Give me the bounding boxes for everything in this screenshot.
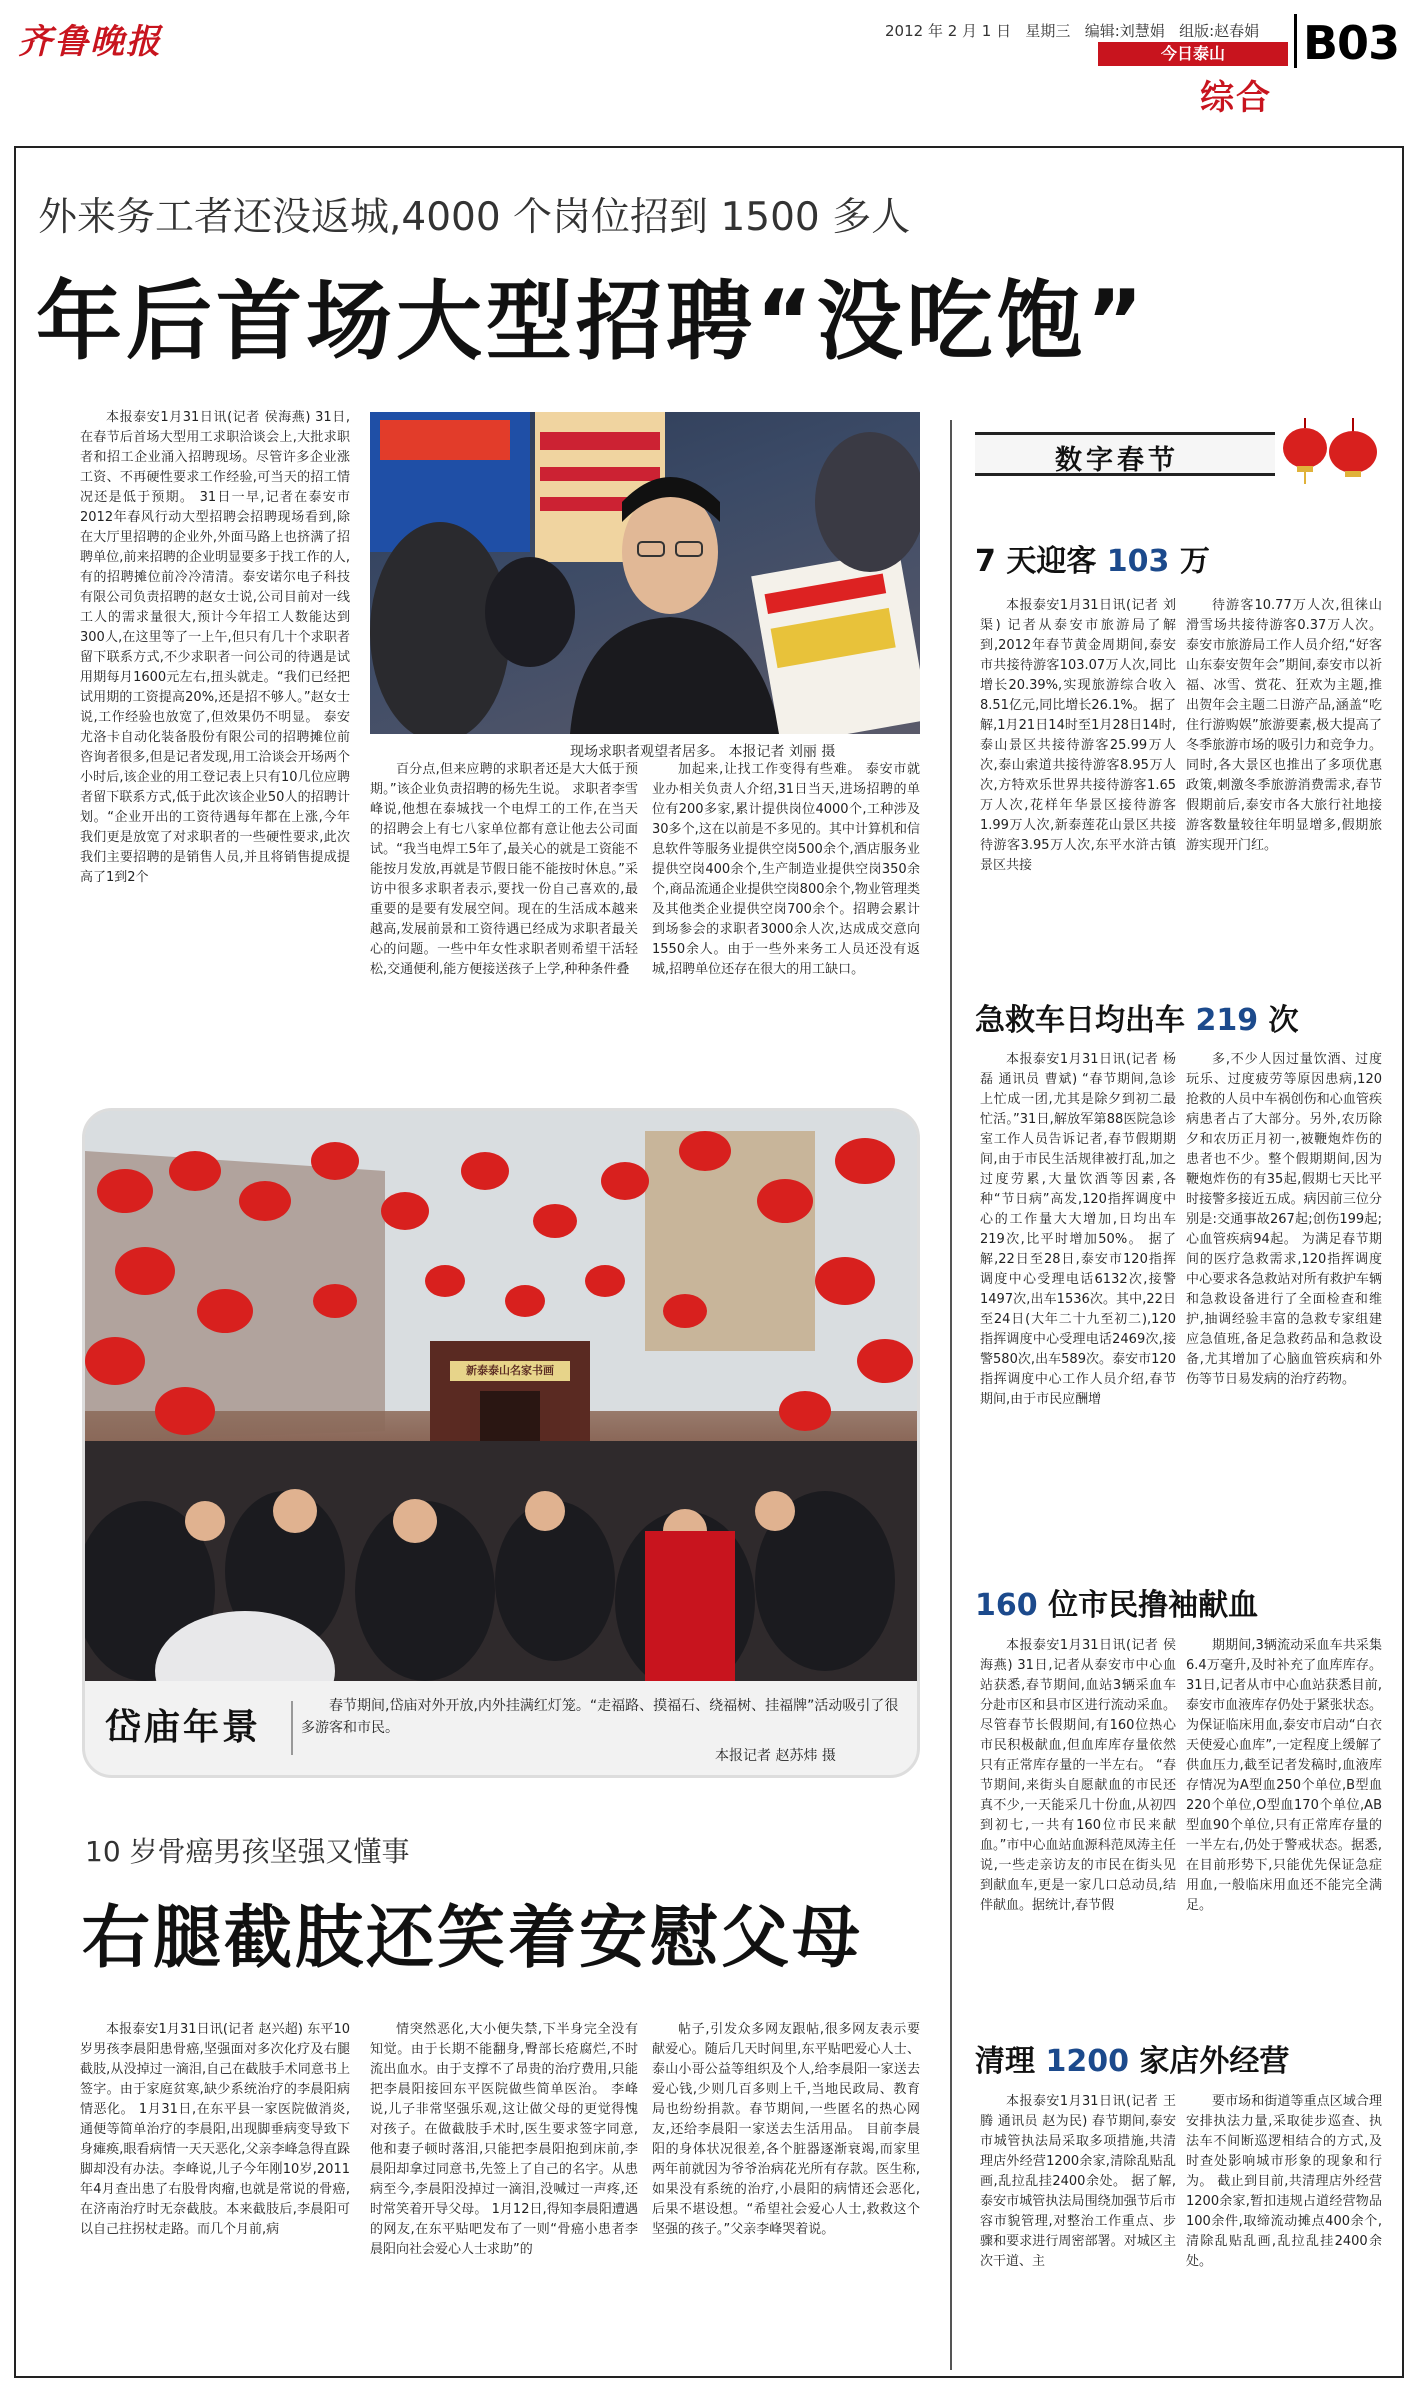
section-tag: 今日泰山	[1098, 42, 1288, 66]
feature-divider	[291, 1701, 293, 1755]
s4-prefix: 清理	[975, 2044, 1035, 2079]
s1-prefix: 7 天迎客	[975, 544, 1097, 579]
page-number: B03	[1303, 16, 1400, 70]
s2-column-a: 本报泰安1月31日讯(记者 杨磊 通讯员 曹斌) “春节期间,急诊上忙成一团,尤其是除夕到初二最忙活。”31日,解放军第88医院急诊室工作人员告诉记者,春节假期期间,由于市民生活规律被打乱,加之过度劳累,大量饮酒等因素,各种“节日病”高发,120指挥调度中心的工作量大大增加,日均出车219次,比平时增加50%。 据了解,22日至28日,泰安市120指挥调度中心受理电话6132次,接警1497次,出车1536次。其中,22日至24日(大年二十九至初二),120指挥调度中心受理电话2469次,接警580次,出车589次。泰安市120指挥调度中心工作人员介绍,春节期间,由于市民应酬增	[980, 1052, 1176, 1407]
s2-suffix: 次	[1268, 1003, 1299, 1038]
lanterns-crowd-illustration	[85, 1111, 917, 1681]
lead-photo	[370, 412, 920, 734]
feature-title: 岱庙年景	[105, 1707, 262, 1748]
masthead-rule	[1294, 14, 1297, 68]
temple-fair-photo	[85, 1111, 917, 1681]
issue-date: 2012 年 2 月 1 日	[885, 22, 1012, 40]
s3-column-b: 期期间,3辆流动采血车共采集6.4万毫升,及时补充了血库库存。 31日,记者从市中心血站获悉目前,泰安市血液库存仍处于紧张状态。为保证临床用血,泰安市启动“白衣天使爱心血库”,一定程度上缓解了供血压力,截至记者发稿时,血液库存情况为A型血250个单位,B型血220个单位,O型血170个单位,AB型血90个单位,只有正常库存量的一半左右,仍处于警戒状态。据悉,在目前形势下,只能优先保证急症用血,一般临床用血还不能完全满足。	[1186, 1638, 1382, 1913]
s3-column-a: 本报泰安1月31日讯(记者 侯海燕) 31日,记者从泰安市中心血站获悉,春节期间,血站3辆采血车分赴市区和县市区进行流动采血。尽管春节长假期间,有160位热心市民积极献血,但血库库存量依然只有正常库存量的一半左右。 “春节期间,来街头自愿献血的市民还真不少,一天能采几十份血,从初四到初七,一共有160位市民来献血。”市中心血站血源科范凤涛主任说,一些走亲访友的市民在街头见到献血车,更是一家几口总动员,结伴献血。据统计,春节假	[980, 1638, 1176, 1913]
s4-column-a: 本报泰安1月31日讯(记者 王腾 通讯员 赵为民) 春节期间,泰安市城管执法局采取多项措施,共清理店外经营1200余家,清除乱贴乱画,乱拉乱挂2400余处。 据了解,泰安市城管执法局围绕加强节后市容市貌管理,对整治工作重点、步骤和要求进行周密部署。对城区主次干道、主	[980, 2094, 1176, 2269]
sidebar-s3-headline	[975, 1580, 1258, 1624]
feature-caption: 春节期间,岱庙对外开放,内外挂满红灯笼。“走福路、摸福石、绕福树、挂福牌”活动吸引了很多游客和市民。	[301, 1698, 899, 1736]
s1-number: 103	[1106, 544, 1170, 579]
feature-photo-box	[82, 1108, 920, 1778]
lead-column-3: 加起来,让找工作变得有些难。 泰安市就业办相关负责人介绍,31日当天,进场招聘的单位有200多家,累计提供岗位4000个,工种涉及30多个,这在以前是不多见的。其中计算机和信息软件等服务业提供空岗500余个,酒店服务业提供空岗400余个,生产制造业提供空岗350余个,商品流通企业提供空岗800余个,物业管理类及其他类企业提供空岗700余个。招聘会累计到场参会的求职者3000余人次,达成成交意向1550余人。由于一些外来务工人员还没有返城,招聘单位还存在很大的用工缺口。	[652, 762, 920, 977]
sidebar-banner	[975, 418, 1387, 484]
s4-column-b: 要市场和街道等重点区域合理安排执法力量,采取徒步巡查、执法车不间断巡逻相结合的方式,及时查处影响城市形象的现象和行为。 截止到目前,共清理店外经营1200余家,暂扣违规占道经营物品100余件,取缔流动摊点400余个,清除乱贴乱画,乱拉乱挂2400余处。	[1186, 2094, 1382, 2269]
s3-number: 160	[975, 1588, 1038, 1623]
s2-column-b: 多,不少人因过量饮酒、过度玩乐、过度疲劳等原因患病,120抢救的人员中车祸创伤和心血管疾病患者占了大部分。另外,农历除夕和农历正月初一,被鞭炮炸伤的患者也不少。整个假期期间,因为鞭炮炸伤的有35起,假期七天比平时接警多接近五成。病因前三位分别是:交通事故267起;创伤199起;心血管疾病94起。 为满足春节期间的医疗急救需求,120指挥调度中心要求各急救站对所有救护车辆和急救设备进行了全面检查和维护,抽调经验丰富的急救专家组建应急值班,备足急救药品和急救设备,尤其增加了心脑血管疾病和外伤等节日易发病的治疗药物。	[1186, 1052, 1382, 1387]
story2-kicker: 10 岁骨癌男孩坚强又懂事	[85, 1835, 410, 1868]
designer-credit: 组版:赵春娟	[1179, 22, 1260, 40]
sidebar-s2-headline	[975, 995, 1299, 1039]
s4-suffix: 家店外经营	[1139, 2044, 1290, 2079]
issue-info	[885, 20, 1259, 41]
lead-column-2: 百分点,但来应聘的求职者还是大大低于预期。”该企业负责招聘的杨先生说。 求职者李雪峰说,他想在泰城找一个电焊工的工作,在当天的招聘会上有七八家单位都有意让他去公司面试。“我当电焊工5年了,最关心的就是工资能不能按月发放,再就是节假日能不能按时休息。”采访中很多求职者表示,要找一份自己喜欢的,最重要的是要有发展空间。现在的生活成本越来越高,发展前景和工资待遇已经成为求职者最关心的问题。一些中年女性求职者则希望干活轻松,交通便利,能方便接送孩子上学,种种条件叠	[370, 762, 638, 977]
s1-column-a: 本报泰安1月31日讯(记者 刘渠) 记者从泰安市旅游局了解到,2012年春节黄金周期间,泰安市共接待游客103.07万人次,同比增长20.39%,实现旅游综合收入8.51亿元,同比增长26.1%。 据了解,1月21日14时至1月28日14时,泰山景区共接待游客25.99万人次,泰山索道共接待游客8.95万人次,方特欢乐世界共接待游客1.65万人次,花样年华景区接待游客1.99万人次,新泰莲花山景区共接待游客3.95万人次,东平水浒古镇景区共接	[980, 598, 1176, 873]
masthead	[0, 0, 1417, 140]
lead-photo-caption: 现场求职者观望者居多。 本报记者 刘丽 摄	[570, 744, 836, 760]
lead-column-1: 本报泰安1月31日讯(记者 侯海燕) 31日,在春节后首场大型用工求职洽谈会上,大批求职者和招工企业涌入招聘现场。尽管许多企业涨工资、不再硬性要求工作经验,可当天的招工情况还是低于预期。 31日一早,记者在泰安市2012年春风行动大型招聘会招聘现场看到,除在大厅里招聘的企业外,外面马路上也挤满了招聘单位,前来招聘的企业明显要多于找工作的人,有的招聘摊位前冷冷清清。泰安诺尔电子科技有限公司负责招聘的赵女士说,公司目前对一线工人的需求量很大,预计今年招工人数能达到300人,在这里等了一上午,但只有几十个求职者留下联系方式,不少求职者一问公司的待遇是试用期每月1600元左右,扭头就走。“我们已经把试用期的工资提高20%,还是招不够人。”赵女士说,工作经验也放宽了,但效果仍不明显。 泰安尤洛卡自动化装备股份有限公司的招聘摊位前咨询者很多,但是记者发现,用工洽谈会开场两个小时后,该企业的用工登记表上只有10几位应聘者留下联系方式,低于此次该企业50人的招聘计划。“企业开出的工资待遇每年都在上涨,今年我们更是放宽了对求职者的一些硬性要求,此次我们主要招聘的是销售人员,并且将销售提成提高了1到2个	[80, 410, 350, 885]
newspaper-logo: 齐鲁晚报	[18, 22, 162, 62]
story2-column-1: 本报泰安1月31日讯(记者 赵兴超) 东平10岁男孩李晨阳患骨癌,坚强面对多次化疗及右腿截肢,从没掉过一滴泪,自己在截肢手术同意书上签字。由于家庭贫寒,缺少系统治疗的李晨阳病情恶化。 1月31日,在东平县一家医院做消炎,通便等简单治疗的李晨阳,出现脚垂病变导致下身瘫痪,眼看病情一天天恶化,父亲李峰急得直跺脚却没有办法。李峰说,儿子今年刚10岁,2011年4月查出患了右股骨肉瘤,也就是常说的骨癌,在济南治疗时无奈截肢。本来截肢后,李晨阳可以自己拄拐杖走路。而几个月前,病	[80, 2022, 350, 2237]
story2-headline: 右腿截肢还笑着安慰父母	[82, 1899, 864, 1978]
sidebar-divider	[950, 420, 952, 2370]
banner-title: 数字春节	[1055, 445, 1179, 476]
job-seeker-photo-illustration	[370, 412, 920, 734]
lead-kicker: 外来务工者还没返城,4000 个岗位招到 1500 多人	[38, 195, 911, 240]
s1-suffix: 万	[1179, 544, 1210, 579]
sidebar-s1-headline	[975, 536, 1210, 580]
s4-number: 1200	[1045, 2044, 1129, 2079]
s2-prefix: 急救车日均出车	[975, 1003, 1185, 1038]
category-label: 综合	[1200, 78, 1272, 118]
lantern-icon	[1275, 418, 1385, 484]
s3-suffix: 位市民撸袖献血	[1048, 1588, 1259, 1623]
lead-headline: 年后首场大型招聘“没吃饱”	[36, 272, 1148, 372]
s1-column-b: 待游客10.77万人次,徂徕山滑雪场共接待游客0.37万人次。 泰安市旅游局工作人员介绍,“好客山东泰安贺年会”期间,泰安市以祈福、冰雪、赏花、狂欢为主题,推出贺年会主题二日游产品,涵盖“吃住行游购娱”旅游要素,极大提高了冬季旅游市场的吸引力和竞争力。同时,各大景区也推出了多项优惠政策,刺激冬季旅游消费需求,春节假期前后,泰安市各大旅行社地接游客数量较往年明显增多,假期旅游实现开门红。	[1186, 598, 1382, 853]
story2-column-2: 情突然恶化,大小便失禁,下半身完全没有知觉。由于长期不能翻身,臀部长疮腐烂,不时流出血水。由于支撑不了昂贵的治疗费用,只能把李晨阳接回东平医院做些简单医治。 李峰说,儿子非常坚强乐观,这让做父母的更觉得愧对孩子。在做截肢手术时,医生要求签字同意,他和妻子顿时落泪,只能把李晨阳抱到床前,李晨阳却拿过同意书,先签上了自己的名字。从患病至今,李晨阳没掉过一滴泪,没喊过一声疼,还时常笑着开导父母。 1月12日,得知李晨阳遭遇的网友,在东平贴吧发布了一则“骨癌小患者李晨阳向社会爱心人士求助”的	[370, 2022, 638, 2257]
issue-weekday: 星期三	[1025, 22, 1071, 40]
editor-credit: 编辑:刘慧娟	[1084, 22, 1165, 40]
feature-credit: 本报记者 赵苏炜 摄	[715, 1748, 836, 1764]
story2-column-3: 帖子,引发众多网友跟帖,很多网友表示要献爱心。随后几天时间里,东平贴吧爱心人士、泰山小哥公益等组织及个人,给李晨阳一家送去爱心钱,少则几百多则上千,当地民政局、教育局也纷纷捐款。春节期间,一些匿名的热心网友,还给李晨阳一家送去生活用品。 目前李晨阳的身体状况很差,各个脏器逐渐衰竭,而家里两年前就因为爷爷治病花光所有存款。医生称,如果没有系统的治疗,小晨阳的病情还会恶化,后果不堪设想。“希望社会爱心人士,救救这个坚强的孩子。”父亲李峰哭着说。	[652, 2022, 920, 2237]
temple-gate-sign: 新泰泰山名家书画	[466, 1364, 554, 1377]
s2-number: 219	[1195, 1003, 1259, 1038]
sidebar-s4-headline	[975, 2036, 1289, 2080]
